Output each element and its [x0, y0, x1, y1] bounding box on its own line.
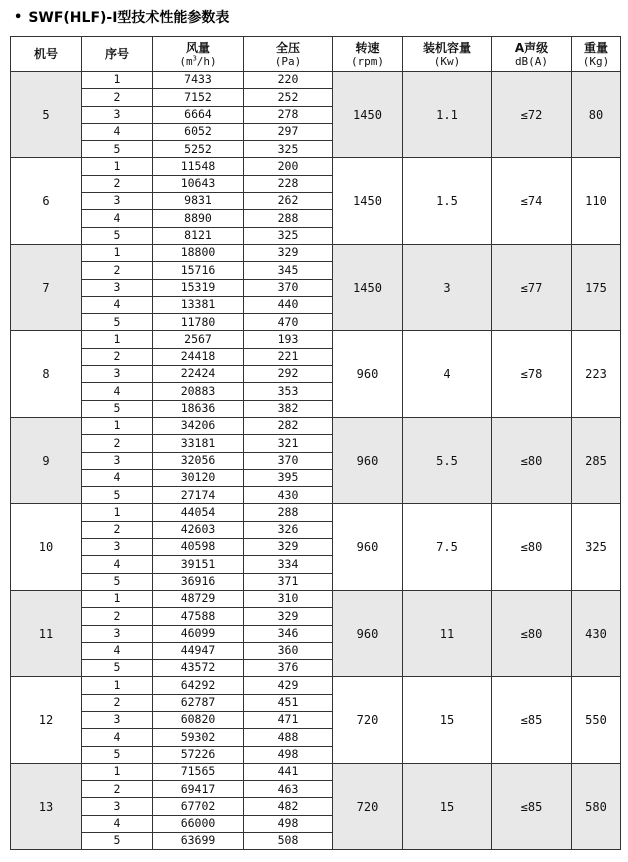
- seq-cell: 3: [82, 452, 153, 469]
- speed-cell: 960: [333, 331, 403, 417]
- seq-cell: 3: [82, 366, 153, 383]
- seq-cell: 1: [82, 244, 153, 261]
- pressure-cell: 334: [244, 556, 333, 573]
- flow-cell: 22424: [153, 366, 244, 383]
- flow-cell: 63699: [153, 833, 244, 850]
- seq-cell: 3: [82, 193, 153, 210]
- pressure-cell: 329: [244, 539, 333, 556]
- pressure-cell: 200: [244, 158, 333, 175]
- pressure-cell: 325: [244, 141, 333, 158]
- flow-cell: 67702: [153, 798, 244, 815]
- seq-cell: 5: [82, 227, 153, 244]
- flow-cell: 18800: [153, 244, 244, 261]
- seq-cell: 1: [82, 763, 153, 780]
- flow-cell: 2567: [153, 331, 244, 348]
- machine-cell: 13: [11, 763, 82, 849]
- pressure-cell: 482: [244, 798, 333, 815]
- table-row: [11, 677, 621, 694]
- seq-cell: 1: [82, 677, 153, 694]
- flow-cell: 69417: [153, 781, 244, 798]
- header-weight: 重量 (Kg): [572, 37, 621, 72]
- pressure-cell: 262: [244, 193, 333, 210]
- pressure-cell: 498: [244, 746, 333, 763]
- noise-cell: ≤78: [492, 331, 572, 417]
- power-cell: 15: [403, 677, 492, 763]
- flow-cell: 6052: [153, 123, 244, 140]
- power-cell: 1.5: [403, 158, 492, 244]
- seq-cell: 4: [82, 556, 153, 573]
- seq-cell: 1: [82, 158, 153, 175]
- noise-cell: ≤85: [492, 763, 572, 849]
- noise-cell: ≤77: [492, 244, 572, 330]
- flow-cell: 13381: [153, 296, 244, 313]
- seq-cell: 2: [82, 262, 153, 279]
- spec-table: [10, 36, 621, 850]
- pressure-cell: 282: [244, 417, 333, 434]
- pressure-cell: 370: [244, 279, 333, 296]
- flow-cell: 60820: [153, 711, 244, 728]
- speed-cell: 960: [333, 504, 403, 590]
- flow-cell: 43572: [153, 660, 244, 677]
- seq-cell: 3: [82, 711, 153, 728]
- flow-cell: 30120: [153, 469, 244, 486]
- flow-cell: 24418: [153, 348, 244, 365]
- flow-cell: 42603: [153, 521, 244, 538]
- table-row: [11, 417, 621, 434]
- seq-cell: 5: [82, 660, 153, 677]
- weight-cell: 175: [572, 244, 621, 330]
- seq-cell: 1: [82, 590, 153, 607]
- seq-cell: 4: [82, 210, 153, 227]
- machine-cell: 6: [11, 158, 82, 244]
- weight-cell: 223: [572, 331, 621, 417]
- weight-cell: 110: [572, 158, 621, 244]
- speed-cell: 720: [333, 677, 403, 763]
- noise-cell: ≤74: [492, 158, 572, 244]
- pressure-cell: 382: [244, 400, 333, 417]
- seq-cell: 4: [82, 815, 153, 832]
- machine-cell: 12: [11, 677, 82, 763]
- flow-cell: 46099: [153, 625, 244, 642]
- seq-cell: 3: [82, 106, 153, 123]
- pressure-cell: 297: [244, 123, 333, 140]
- pressure-cell: 321: [244, 435, 333, 452]
- spec-table-body: [11, 72, 621, 850]
- noise-cell: ≤80: [492, 504, 572, 590]
- pressure-cell: 326: [244, 521, 333, 538]
- flow-cell: 27174: [153, 487, 244, 504]
- flow-cell: 66000: [153, 815, 244, 832]
- seq-cell: 5: [82, 833, 153, 850]
- pressure-cell: 360: [244, 642, 333, 659]
- power-cell: 1.1: [403, 72, 492, 158]
- bullet-icon: •: [14, 9, 23, 25]
- pressure-cell: 353: [244, 383, 333, 400]
- seq-cell: 3: [82, 625, 153, 642]
- seq-cell: 4: [82, 469, 153, 486]
- weight-cell: 430: [572, 590, 621, 676]
- pressure-cell: 498: [244, 815, 333, 832]
- flow-cell: 40598: [153, 539, 244, 556]
- flow-cell: 15319: [153, 279, 244, 296]
- seq-cell: 4: [82, 296, 153, 313]
- flow-cell: 47588: [153, 608, 244, 625]
- seq-cell: 2: [82, 348, 153, 365]
- flow-cell: 15716: [153, 262, 244, 279]
- seq-cell: 5: [82, 573, 153, 590]
- seq-cell: 4: [82, 123, 153, 140]
- page-title: [14, 4, 229, 30]
- power-cell: 7.5: [403, 504, 492, 590]
- power-cell: 15: [403, 763, 492, 849]
- flow-cell: 48729: [153, 590, 244, 607]
- pressure-cell: 345: [244, 262, 333, 279]
- pressure-cell: 429: [244, 677, 333, 694]
- seq-cell: 2: [82, 175, 153, 192]
- table-row: [11, 763, 621, 780]
- flow-cell: 10643: [153, 175, 244, 192]
- pressure-cell: 488: [244, 729, 333, 746]
- seq-cell: 4: [82, 642, 153, 659]
- pressure-cell: 376: [244, 660, 333, 677]
- pressure-cell: 228: [244, 175, 333, 192]
- seq-cell: 4: [82, 383, 153, 400]
- pressure-cell: 292: [244, 366, 333, 383]
- seq-cell: 2: [82, 435, 153, 452]
- pressure-cell: 325: [244, 227, 333, 244]
- seq-cell: 5: [82, 746, 153, 763]
- flow-cell: 6664: [153, 106, 244, 123]
- pressure-cell: 193: [244, 331, 333, 348]
- speed-cell: 1450: [333, 72, 403, 158]
- header-pressure: 全压 (Pa): [244, 37, 333, 72]
- flow-cell: 62787: [153, 694, 244, 711]
- speed-cell: 720: [333, 763, 403, 849]
- table-row: [11, 244, 621, 261]
- flow-cell: 18636: [153, 400, 244, 417]
- seq-cell: 1: [82, 417, 153, 434]
- table-row: [11, 72, 621, 89]
- pressure-cell: 508: [244, 833, 333, 850]
- header-power: 装机容量 (Kw): [403, 37, 492, 72]
- power-cell: 4: [403, 331, 492, 417]
- pressure-cell: 371: [244, 573, 333, 590]
- weight-cell: 80: [572, 72, 621, 158]
- weight-cell: 325: [572, 504, 621, 590]
- pressure-cell: 370: [244, 452, 333, 469]
- pressure-cell: 252: [244, 89, 333, 106]
- machine-cell: 5: [11, 72, 82, 158]
- flow-cell: 7433: [153, 72, 244, 89]
- seq-cell: 3: [82, 539, 153, 556]
- flow-cell: 36916: [153, 573, 244, 590]
- noise-cell: ≤72: [492, 72, 572, 158]
- table-row: [11, 331, 621, 348]
- weight-cell: 580: [572, 763, 621, 849]
- header-flow-unit: $(m^3/h)$: [179, 53, 217, 68]
- flow-cell: 8121: [153, 227, 244, 244]
- weight-cell: 285: [572, 417, 621, 503]
- flow-cell: 64292: [153, 677, 244, 694]
- machine-cell: 7: [11, 244, 82, 330]
- pressure-cell: 346: [244, 625, 333, 642]
- pressure-cell: 395: [244, 469, 333, 486]
- noise-cell: ≤80: [492, 417, 572, 503]
- power-cell: 11: [403, 590, 492, 676]
- seq-cell: 2: [82, 694, 153, 711]
- noise-cell: ≤80: [492, 590, 572, 676]
- flow-cell: 9831: [153, 193, 244, 210]
- seq-cell: 5: [82, 141, 153, 158]
- flow-cell: 8890: [153, 210, 244, 227]
- pressure-cell: 440: [244, 296, 333, 313]
- speed-cell: 1450: [333, 158, 403, 244]
- header-row: [11, 37, 621, 72]
- flow-cell: 57226: [153, 746, 244, 763]
- header-machine: 机号: [11, 37, 82, 72]
- seq-cell: 2: [82, 781, 153, 798]
- pressure-cell: 451: [244, 694, 333, 711]
- speed-cell: 960: [333, 417, 403, 503]
- seq-cell: 3: [82, 798, 153, 815]
- pressure-cell: 310: [244, 590, 333, 607]
- seq-cell: 2: [82, 89, 153, 106]
- weight-cell: 550: [572, 677, 621, 763]
- pressure-cell: 471: [244, 711, 333, 728]
- flow-cell: 44947: [153, 642, 244, 659]
- flow-cell: 44054: [153, 504, 244, 521]
- pressure-cell: 329: [244, 244, 333, 261]
- speed-cell: 1450: [333, 244, 403, 330]
- seq-cell: 5: [82, 314, 153, 331]
- pressure-cell: 329: [244, 608, 333, 625]
- speed-cell: 960: [333, 590, 403, 676]
- header-flow: 风量 $(m^3/h)$: [153, 37, 244, 72]
- seq-cell: 5: [82, 487, 153, 504]
- flow-cell: 71565: [153, 763, 244, 780]
- header-speed: 转速 (rpm): [333, 37, 403, 72]
- flow-cell: 39151: [153, 556, 244, 573]
- seq-cell: 4: [82, 729, 153, 746]
- table-row: [11, 504, 621, 521]
- machine-cell: 9: [11, 417, 82, 503]
- flow-cell: 33181: [153, 435, 244, 452]
- flow-cell: 34206: [153, 417, 244, 434]
- header-seq: 序号: [82, 37, 153, 72]
- noise-cell: ≤85: [492, 677, 572, 763]
- pressure-cell: 221: [244, 348, 333, 365]
- seq-cell: 2: [82, 521, 153, 538]
- header-noise: A声级 dB(A): [492, 37, 572, 72]
- flow-cell: 59302: [153, 729, 244, 746]
- pressure-cell: 278: [244, 106, 333, 123]
- seq-cell: 5: [82, 400, 153, 417]
- pressure-cell: 220: [244, 72, 333, 89]
- seq-cell: 1: [82, 331, 153, 348]
- pressure-cell: 441: [244, 763, 333, 780]
- flow-cell: 20883: [153, 383, 244, 400]
- pressure-cell: 288: [244, 504, 333, 521]
- seq-cell: 3: [82, 279, 153, 296]
- pressure-cell: 430: [244, 487, 333, 504]
- pressure-cell: 288: [244, 210, 333, 227]
- title-text: SWF(HLF)-Ⅰ型技术性能参数表: [28, 10, 230, 26]
- seq-cell: 1: [82, 72, 153, 89]
- seq-cell: 2: [82, 608, 153, 625]
- machine-cell: 10: [11, 504, 82, 590]
- seq-cell: 1: [82, 504, 153, 521]
- machine-cell: 11: [11, 590, 82, 676]
- power-cell: 3: [403, 244, 492, 330]
- machine-cell: 8: [11, 331, 82, 417]
- flow-cell: 32056: [153, 452, 244, 469]
- flow-cell: 11548: [153, 158, 244, 175]
- flow-cell: 7152: [153, 89, 244, 106]
- flow-cell: 11780: [153, 314, 244, 331]
- flow-cell: 5252: [153, 141, 244, 158]
- pressure-cell: 470: [244, 314, 333, 331]
- power-cell: 5.5: [403, 417, 492, 503]
- table-row: [11, 590, 621, 607]
- table-row: [11, 158, 621, 175]
- pressure-cell: 463: [244, 781, 333, 798]
